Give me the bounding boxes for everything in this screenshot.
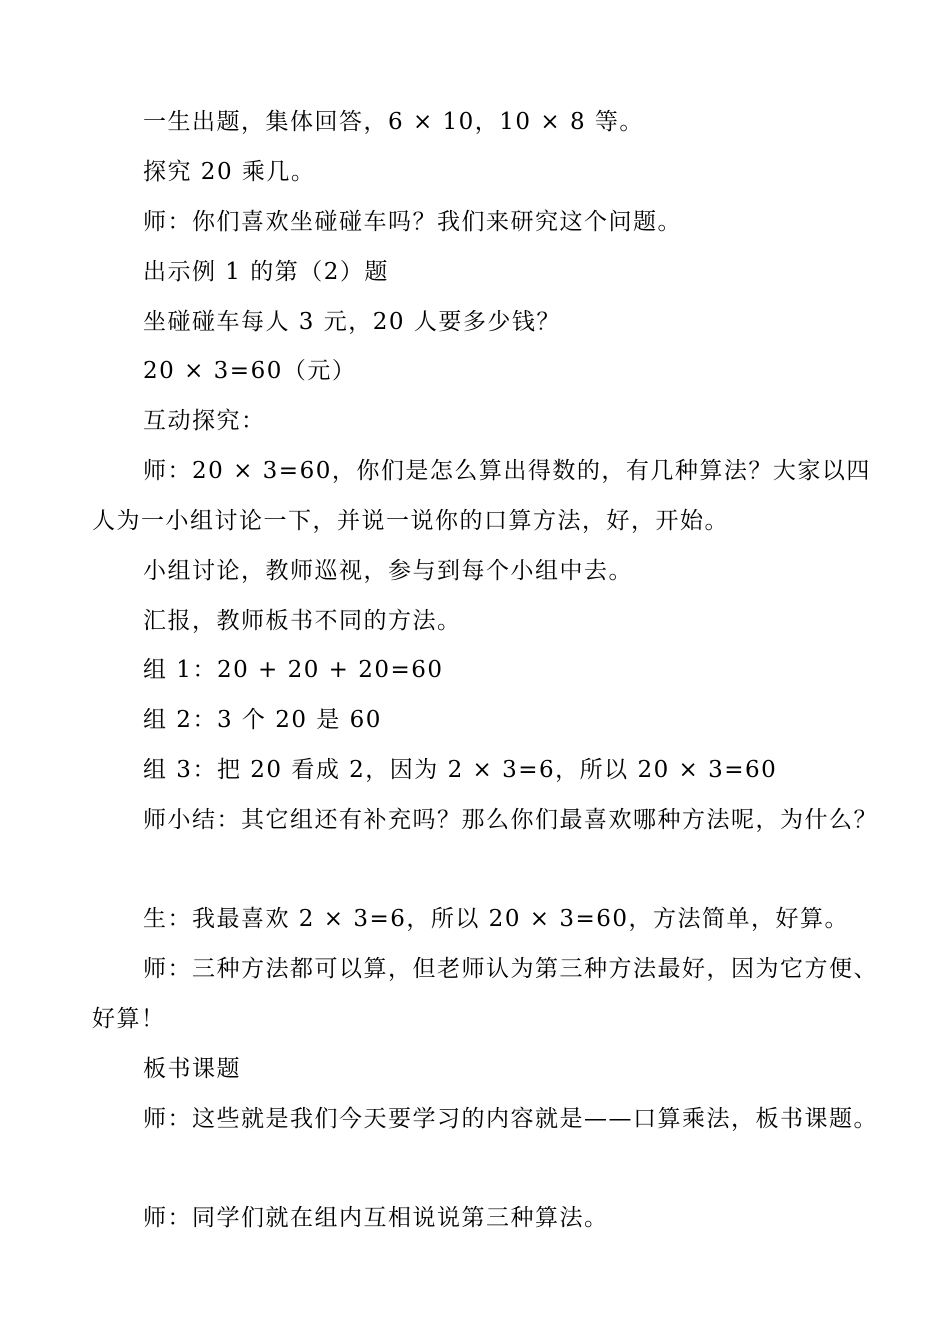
paragraph-14: 师小结：其它组还有补充吗？那么你们最喜欢哪种方法呢，为什么？ [143, 807, 878, 833]
paragraph-10: 汇报，教师板书不同的方法。 [143, 608, 462, 634]
paragraph-5: 坐碰碰车每人 3 元，20 人要多少钱？ [143, 309, 561, 335]
paragraph-18: 师：这些就是我们今天要学习的内容就是——口算乘法，板书课题。 [143, 1106, 878, 1132]
paragraph-12: 组 2：3 个 20 是 60 [143, 707, 382, 733]
paragraph-1: 一生出题，集体回答，6 × 10，10 × 8 等。 [143, 109, 644, 135]
paragraph-6: 20 × 3=60（元） [143, 358, 357, 384]
paragraph-8: 师：20 × 3=60，你们是怎么算出得数的，有几种算法？大家以四人为一小组讨论一下，并说一说你的口算方法，好，开始。 [92, 458, 871, 534]
paragraph-16: 师：三种方法都可以算，但老师认为第三种方法最好，因为它方便、好算！ [92, 956, 878, 1032]
paragraph-15: 生：我最喜欢 2 × 3=6，所以 20 × 3=60，方法简单，好算。 [143, 906, 850, 932]
paragraph-13: 组 3：把 20 看成 2，因为 2 × 3=6，所以 20 × 3=60 [143, 757, 778, 783]
paragraph-17: 板书课题 [143, 1056, 241, 1082]
paragraph-19: 师：同学们就在组内互相说说第三种算法。 [143, 1205, 609, 1231]
paragraph-3: 师：你们喜欢坐碰碰车吗？我们来研究这个问题。 [143, 209, 682, 235]
paragraph-9: 小组讨论，教师巡视，参与到每个小组中去。 [143, 558, 633, 584]
paragraph-4: 出示例 1 的第（2）题 [143, 259, 389, 285]
paragraph-7: 互动探究： [143, 408, 266, 434]
paragraph-2: 探究 20 乘几。 [143, 159, 316, 185]
paragraph-11: 组 1：20 + 20 + 20=60 [143, 657, 444, 683]
